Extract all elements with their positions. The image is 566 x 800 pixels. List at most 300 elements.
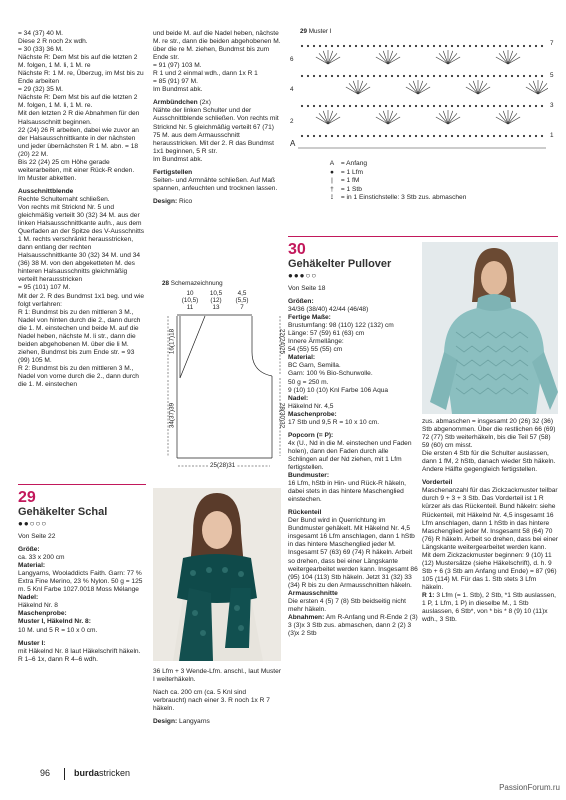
chart-chain-symbol bbox=[457, 135, 459, 137]
text-line: Langyarns, Wooladdicts Faith. Garn: 77 % Extra Fine Merino, 23 % Nylon. 50 g = 125 m. 5 Knl Farbe 1027.0018 Moss Mélange bbox=[18, 570, 143, 594]
chart-chain-symbol bbox=[427, 45, 429, 47]
text-line: = 95 (101) 107 M. bbox=[18, 284, 71, 292]
chart-chain-symbol bbox=[337, 135, 339, 137]
chart-chain-symbol bbox=[529, 105, 531, 107]
chart-chain-symbol bbox=[337, 45, 339, 47]
row-label: 2 bbox=[290, 118, 294, 125]
legend-text: = 1 Stb bbox=[340, 185, 362, 193]
chart-chain-symbol bbox=[361, 135, 363, 137]
chart-chain-symbol bbox=[505, 135, 507, 137]
chart-chain-symbol bbox=[499, 105, 501, 107]
chart-chain-symbol bbox=[313, 45, 315, 47]
text-line: Maschenanzahl für das Zickzackmuster teilbar durch 9 + 3 + 3 Stb. Das Vorderteil ist 1 R kürzer als das Rückenteil. Bund häkeln: siehe Rückenteil, mit Häkelnd Nr. 4,5 insgesamt 16 Lfm anschlagen, dann 1 hStb in das hintere Maschenglied jeder M. Insgesamt 58 (64) 70 (76) R häkeln. Arbeit so drehen, dass bei einer Längskante weitergearbeitet werden kann. bbox=[422, 487, 558, 551]
schema-title: Schemazeichnung bbox=[170, 280, 223, 287]
chart-chain-symbol bbox=[331, 105, 333, 107]
schema-top1: 10 (10,5) 11 bbox=[181, 290, 199, 311]
row-label: 1 bbox=[550, 132, 554, 139]
chart-chain-symbol bbox=[367, 135, 369, 137]
chart-chain-symbol bbox=[349, 75, 351, 77]
text-line: Die ersten 4 Stb für die Schulter auslassen, dann 1 fM, 2 hStb, danach wieder Stb häkeln. Andere Hälfte gegengleich fertigstellen. bbox=[422, 450, 556, 474]
label-material: Material: bbox=[18, 562, 46, 570]
chart-chain-symbol bbox=[511, 45, 513, 47]
chart-chain-symbol bbox=[415, 135, 417, 137]
text-line: Nächste R: Dem Mst bis auf die letzten 2 M. folgen, 1 M. li, 1 M. re bbox=[18, 54, 138, 70]
text-line: Muster I, Häkelnd Nr. 8: bbox=[18, 618, 91, 626]
chart-chain-symbol bbox=[505, 105, 507, 107]
chart-chain-symbol bbox=[397, 75, 399, 77]
chart-chain-symbol bbox=[343, 135, 345, 137]
chart-chain-symbol bbox=[349, 135, 351, 137]
chart-title: Muster I bbox=[308, 28, 332, 35]
chart-chain-symbol bbox=[541, 135, 543, 137]
legend-text: = 1 Lfm bbox=[340, 168, 364, 176]
chart-chain-symbol bbox=[451, 105, 453, 107]
chart-chain-symbol bbox=[433, 75, 435, 77]
scarf-photo-illustration bbox=[153, 488, 281, 661]
chart-fan-symbol bbox=[466, 80, 490, 94]
chart-chain-symbol bbox=[307, 135, 309, 137]
chart-chain-symbol bbox=[307, 45, 309, 47]
label-groessen: Größen: bbox=[288, 298, 314, 306]
chart-chain-symbol bbox=[457, 45, 459, 47]
chart-chain-symbol bbox=[343, 45, 345, 47]
chart-chain-symbol bbox=[391, 75, 393, 77]
text-inline: 3 Lfm (= 1. Stb), 2 Stb, *1 Stb auslassen, 1 P, 1 Lfm, 1 P) in dieselbe M., 1 Stb auslassen, 6 Stb*, von * bis * 8 (9) 10 (11)x wdh., 3 Stb. bbox=[422, 591, 556, 624]
chart-chain-symbol bbox=[337, 75, 339, 77]
design-label: Design: bbox=[153, 197, 178, 205]
chart-chain-symbol bbox=[415, 45, 417, 47]
row-label: 5 bbox=[550, 72, 554, 79]
chart-chain-symbol bbox=[493, 45, 495, 47]
section-heading-vorderteil: Vorderteil bbox=[422, 479, 453, 487]
text-line: Im Muster abketten. bbox=[18, 174, 77, 182]
chart-chain-symbol bbox=[469, 75, 471, 77]
chart-chain-symbol bbox=[511, 75, 513, 77]
chart-chain-symbol bbox=[403, 75, 405, 77]
text-line: R 1: Bundmst bis zu den mittleren 3 M., Nadel von hinten durch die 2., dann durch die 1. M. einstechen und beide M. auf die Nadel heben, nächste M. li str., dann die beiden abgehobenen M. über die li M. ziehen, Bundmst bis zum Ende str. = 93 (99) 105 M. bbox=[18, 308, 141, 364]
design-value: Rico bbox=[179, 197, 193, 205]
chart-chain-symbol bbox=[475, 45, 477, 47]
chart-chain-symbol bbox=[325, 75, 327, 77]
chart-chain-symbol bbox=[541, 105, 543, 107]
chart-chain-symbol bbox=[397, 135, 399, 137]
pattern-source: Von Seite 22 bbox=[18, 533, 56, 540]
chart-chain-symbol bbox=[379, 135, 381, 137]
chart-chain-symbol bbox=[469, 45, 471, 47]
chart-chain-symbol bbox=[535, 135, 537, 137]
chart-chain-symbol bbox=[523, 75, 525, 77]
chart-fan-symbol bbox=[376, 50, 400, 64]
chart-chain-symbol bbox=[487, 135, 489, 137]
chart-chain-symbol bbox=[325, 45, 327, 47]
legend-symbol: † bbox=[330, 185, 334, 193]
section-heading-armbuendchen: Armbündchen bbox=[153, 99, 198, 107]
chart-chain-symbol bbox=[469, 135, 471, 137]
column-2-bottom bbox=[153, 668, 281, 726]
chart-chain-symbol bbox=[535, 105, 537, 107]
text-line: 10 M. und 5 R = 10 x 0 cm. bbox=[18, 626, 98, 634]
text-line: 34/36 (38/40) 42/44 (46/48) bbox=[288, 306, 369, 314]
text-line: 22 (24) 26 R arbeiten, dabei wie zuvor an der Halsausschnittkante in der nächsten und jeder übernächsten R 1 M. abn. = 18 (20) 22 M. bbox=[18, 126, 139, 158]
photo-pullover bbox=[422, 242, 558, 414]
chart-chain-symbol bbox=[523, 45, 525, 47]
chart-chain-symbol bbox=[361, 75, 363, 77]
chart-chain-symbol bbox=[325, 135, 327, 137]
text-line: R 2: Bundmst bis zu den mittleren 3 M., Nadel von vorne durch die 2., dann durch die 1. M. einstechen bbox=[18, 364, 139, 389]
chart-chain-symbol bbox=[535, 45, 537, 47]
row-label: 6 bbox=[290, 56, 294, 63]
legend-text: = in 1 Einstichstelle: 3 Stb zus. abmaschen bbox=[340, 194, 467, 202]
chart-fan-symbol bbox=[526, 80, 548, 94]
column-1 bbox=[18, 30, 146, 389]
chart-chain-symbol bbox=[457, 75, 459, 77]
schema-right1: 22(24)25 bbox=[278, 328, 286, 355]
row-label: 3 bbox=[550, 102, 554, 109]
legend-symbol: A bbox=[329, 160, 335, 167]
text-line: Nächste R: 1 M. re, Überzug, im Mst bis zu Ende arbeiten bbox=[18, 70, 144, 86]
column-4 bbox=[422, 418, 558, 624]
chart-chain-symbol bbox=[385, 135, 387, 137]
chart-chain-symbol bbox=[301, 135, 303, 137]
chart-chain-symbol bbox=[373, 45, 375, 47]
chart-chain-symbol bbox=[331, 75, 333, 77]
pattern-title: Gehäkelter Schal bbox=[18, 506, 108, 518]
chart-chain-symbol bbox=[391, 45, 393, 47]
chart-chain-symbol bbox=[373, 105, 375, 107]
section-heading-fertigstellen: Fertigstellen bbox=[153, 168, 193, 176]
chart-chain-symbol bbox=[439, 105, 441, 107]
row-label: 4 bbox=[290, 86, 294, 93]
difficulty-rating: ●●○○○ bbox=[18, 519, 48, 528]
text-line: 36 Lfm + 3 Wende-Lfm. anschl., laut Muster I weiterhäkeln. bbox=[153, 668, 281, 684]
schematic bbox=[160, 280, 285, 475]
schema-outline bbox=[160, 280, 285, 475]
chart-fan-symbol bbox=[406, 80, 430, 94]
text-line: Nächste R: Dem Mst bis auf die letzten 2 M. folgen, 1 M. li, 1 M. re. bbox=[18, 94, 138, 110]
text-line: Im Bundmst abk. bbox=[153, 86, 203, 94]
text-line: 4x (U., Nd in die M. einstechen und Faden holen), dann den Faden durch alle Schlingen auf der Nd ziehen, mit 1 Lfm fertigstellen. bbox=[288, 439, 412, 471]
chart-chain-symbol bbox=[517, 75, 519, 77]
text-line: Die ersten 4 (5) 7 (8) Stb beidseitig nicht mehr häkeln. bbox=[288, 597, 407, 613]
schema-right2: 28(30)32 bbox=[278, 402, 286, 429]
chart-chain-symbol bbox=[325, 105, 327, 107]
text-line: R 1 und 2 einmal wdh., dann 1x R 1 bbox=[153, 70, 258, 78]
pattern-number: 30 bbox=[288, 241, 306, 258]
chart-chain-symbol bbox=[475, 105, 477, 107]
text-line: und beide M. auf die Nadel heben, nächste M. re str., dann die beiden abgehobenen M. über die re M. ziehen, Bundmst bis zum Ende str. bbox=[153, 30, 281, 62]
text-line: Bis 22 (24) 25 cm Höhe gerade weiterarbeiten, mit einer Rück-R enden. bbox=[18, 158, 135, 174]
chart-chain-symbol bbox=[523, 105, 525, 107]
chart-chain-symbol bbox=[523, 135, 525, 137]
chart-symbols bbox=[298, 36, 548, 156]
text-line: 16 Lfm, hStb in Hin- und Rück-R häkeln, dabei stets in das hintere Maschenglied einstechen. bbox=[288, 480, 407, 504]
text-line: Häkelnd Nr. 4,5 bbox=[288, 402, 334, 410]
chart-chain-symbol bbox=[511, 135, 513, 137]
chart-chain-symbol bbox=[355, 135, 357, 137]
divider-30 bbox=[288, 236, 558, 237]
chart-chain-symbol bbox=[409, 45, 411, 47]
chart-chain-symbol bbox=[493, 105, 495, 107]
chart-chain-symbol bbox=[313, 135, 315, 137]
chart-fan-symbol bbox=[316, 50, 340, 64]
text-line: Der Bund wird in Querrichtung im Bundmuster gehäkelt. Mit Häkelnd Nr. 4,5 insgesamt 16 Lfm anschlagen, dann 1 hStb in das hintere Maschenglied jeder M. Insgesamt 57 (63) 69 (74) R häkeln. Arbeit so drehen, dass bei einer Längskante weitergearbeitet werden kann. Insgesamt 86 (95) 104 (113) Stb häkeln. Jetzt 31 (32) 33 (34) R bis zu den Armausschnitten häkeln. bbox=[288, 517, 418, 589]
chart-chain-symbol bbox=[331, 135, 333, 137]
text-line: 17 Stb und 9,5 R = 10 x 10 cm. bbox=[288, 418, 380, 426]
chart-chain-symbol bbox=[373, 75, 375, 77]
chart-chain-symbol bbox=[511, 105, 513, 107]
chart-chain-symbol bbox=[403, 105, 405, 107]
chart-chain-symbol bbox=[481, 135, 483, 137]
chart-chain-symbol bbox=[463, 75, 465, 77]
chart-chain-symbol bbox=[349, 105, 351, 107]
chart-number: 29 bbox=[300, 28, 308, 35]
text-line: 54 (55) 55 (55) cm bbox=[288, 346, 343, 354]
chart-chain-symbol bbox=[433, 45, 435, 47]
pattern-29-info bbox=[18, 490, 146, 664]
crochet-chart bbox=[288, 28, 558, 178]
page-number: 96 bbox=[40, 768, 51, 778]
chart-chain-symbol bbox=[355, 105, 357, 107]
row-label: 7 bbox=[550, 40, 554, 47]
chart-chain-symbol bbox=[319, 105, 321, 107]
chart-chain-symbol bbox=[379, 105, 381, 107]
section-heading-rueckenteil: Rückenteil bbox=[288, 509, 322, 517]
chart-chain-symbol bbox=[421, 45, 423, 47]
chart-chain-symbol bbox=[487, 75, 489, 77]
chart-chain-symbol bbox=[337, 105, 339, 107]
chart-chain-symbol bbox=[529, 45, 531, 47]
chart-chain-symbol bbox=[421, 135, 423, 137]
pattern-source: Von Seite 18 bbox=[288, 285, 326, 292]
label-material: Material: bbox=[288, 354, 316, 362]
label-popcorn: Popcorn (= P): bbox=[288, 431, 334, 439]
legend-symbol: ⟟ bbox=[330, 194, 334, 202]
chart-chain-symbol bbox=[409, 135, 411, 137]
text-line: Nähte der linken Schulter und der Ausschnittblende schließen. Von rechts mit Stricknd Nr. 5 gleichmäßig verteilt 67 (71) 75 M. aus dem Armausschnitt herausstricken. Mit der 2. R das Bundmst 1x1 beginnen, 5 R str. bbox=[153, 107, 279, 155]
chart-chain-symbol bbox=[397, 105, 399, 107]
chart-chain-symbol bbox=[361, 105, 363, 107]
chart-chain-symbol bbox=[403, 135, 405, 137]
label-abnahmen: Abnahmen: bbox=[288, 613, 325, 621]
chart-chain-symbol bbox=[319, 75, 321, 77]
legend-symbol: ● bbox=[330, 168, 334, 176]
label-nadel: Nadel: bbox=[288, 394, 309, 402]
text-line: = 91 (97) 103 M. bbox=[153, 62, 202, 70]
chart-chain-symbol bbox=[499, 75, 501, 77]
chart-chain-symbol bbox=[313, 105, 315, 107]
chart-chain-symbol bbox=[427, 135, 429, 137]
chart-chain-symbol bbox=[439, 75, 441, 77]
section-heading-ausschnitt: Ausschnittblende bbox=[18, 187, 74, 195]
chart-chain-symbol bbox=[493, 135, 495, 137]
pattern-30-info bbox=[288, 242, 418, 638]
chart-chain-symbol bbox=[451, 75, 453, 77]
chart-chain-symbol bbox=[391, 135, 393, 137]
chart-chain-symbol bbox=[379, 45, 381, 47]
chart-chain-symbol bbox=[313, 75, 315, 77]
text-line: Diese 2 R noch 2x wdh. bbox=[18, 38, 88, 46]
chart-chain-symbol bbox=[451, 135, 453, 137]
chart-chain-symbol bbox=[541, 45, 543, 47]
chart-chain-symbol bbox=[343, 75, 345, 77]
chart-chain-symbol bbox=[505, 45, 507, 47]
footer-brand: burdastricken bbox=[74, 768, 131, 778]
chart-chain-symbol bbox=[439, 45, 441, 47]
chart-fan-symbol bbox=[316, 110, 340, 124]
difficulty-rating: ●●●○○ bbox=[288, 271, 318, 280]
chart-chain-symbol bbox=[301, 75, 303, 77]
chart-chain-symbol bbox=[505, 75, 507, 77]
label-groesse: Größe: bbox=[18, 546, 40, 554]
schema-number: 28 bbox=[162, 280, 170, 287]
chart-chain-symbol bbox=[463, 105, 465, 107]
chart-chain-symbol bbox=[379, 75, 381, 77]
chart-chain-symbol bbox=[433, 105, 435, 107]
text-line: = 34 (37) 40 M. bbox=[18, 30, 63, 37]
chart-chain-symbol bbox=[421, 75, 423, 77]
chart-chain-symbol bbox=[409, 105, 411, 107]
chart-start-label: A bbox=[290, 139, 296, 148]
text-inline: (2x) bbox=[199, 99, 211, 107]
label-masse: Fertige Maße: bbox=[288, 314, 331, 322]
design-value: Langyarns bbox=[179, 718, 210, 726]
chart-chain-symbol bbox=[499, 135, 501, 137]
divider-29 bbox=[18, 484, 146, 485]
chart-chain-symbol bbox=[475, 135, 477, 137]
text-inline: Am R-Anfang und R-Ende 2 (3) 3 (3)x 3 Stb zus. abmaschen, dann 2 (2) 3 (3)x 2 Stb bbox=[288, 613, 418, 637]
chart-fan-symbol bbox=[436, 110, 460, 124]
chart-chain-symbol bbox=[481, 75, 483, 77]
chart-fan-symbol bbox=[496, 50, 520, 64]
chart-chain-symbol bbox=[427, 75, 429, 77]
chart-chain-symbol bbox=[535, 75, 537, 77]
pullover-photo-illustration bbox=[422, 242, 558, 414]
legend-text: = Anfang bbox=[340, 160, 368, 167]
schema-left1: 16(17)18 bbox=[168, 328, 176, 355]
text-line: = 30 (33) 36 M. bbox=[18, 46, 63, 54]
chart-chain-symbol bbox=[391, 105, 393, 107]
text-line: Mit der 2. R des Bundmst 1x1 beg. und wie folgt verfahren: bbox=[18, 292, 145, 308]
text-line: Brustumfang: 98 (110) 122 (132) cm bbox=[288, 322, 394, 330]
text-line: Mit den letzten 2 R die Abnahmen für den Halsausschnitt beginnen. bbox=[18, 110, 140, 126]
pattern-number: 29 bbox=[18, 489, 36, 506]
chart-fan-symbol bbox=[496, 110, 520, 124]
chart-chain-symbol bbox=[409, 75, 411, 77]
chart-chain-symbol bbox=[517, 45, 519, 47]
text-line: Im Bundmst abk. bbox=[153, 155, 203, 163]
chart-chain-symbol bbox=[463, 45, 465, 47]
chart-chain-symbol bbox=[457, 105, 459, 107]
chart-chain-symbol bbox=[469, 105, 471, 107]
photo-scarf bbox=[153, 488, 281, 661]
chart-chain-symbol bbox=[463, 135, 465, 137]
chart-chain-symbol bbox=[427, 105, 429, 107]
text-line: zus. abmaschen = insgesamt 20 (26) 32 (36) Stb abgenommen. Über die restlichen 66 (69) 72 (77) Stb weiterhäkeln, bis die Teil 57 (58) 59 (60) cm misst. bbox=[422, 418, 556, 450]
chart-chain-symbol bbox=[367, 105, 369, 107]
chart-chain-symbol bbox=[517, 135, 519, 137]
chart-chain-symbol bbox=[367, 75, 369, 77]
chart-chain-symbol bbox=[373, 135, 375, 137]
chart-chain-symbol bbox=[487, 45, 489, 47]
text-line: BC Garn, Semilla. bbox=[288, 362, 341, 370]
chart-chain-symbol bbox=[445, 105, 447, 107]
chart-chain-symbol bbox=[445, 75, 447, 77]
text-line: Länge: 57 (59) 61 (63) cm bbox=[288, 330, 365, 338]
chart-chain-symbol bbox=[415, 105, 417, 107]
text-line: 50 g = 250 m. bbox=[288, 378, 329, 386]
text-line: Nach ca. 200 cm (ca. 5 Knl sind verbraucht) nach einer 3. R noch 1x R 7 häkeln. bbox=[153, 689, 270, 713]
chart-chain-symbol bbox=[481, 45, 483, 47]
text-line: = 29 (32) 35 M. bbox=[18, 86, 63, 94]
text-line: Häkelnd Nr. 8 bbox=[18, 602, 58, 610]
chart-chain-symbol bbox=[343, 105, 345, 107]
chart-chain-symbol bbox=[355, 75, 357, 77]
chart-chain-symbol bbox=[499, 45, 501, 47]
chart-chain-symbol bbox=[439, 135, 441, 137]
chart-chain-symbol bbox=[529, 75, 531, 77]
chart-chain-symbol bbox=[385, 75, 387, 77]
chart-chain-symbol bbox=[481, 105, 483, 107]
chart-chain-symbol bbox=[307, 105, 309, 107]
chart-chain-symbol bbox=[385, 45, 387, 47]
chart-chain-symbol bbox=[445, 45, 447, 47]
section-heading-armausschnitte: Armausschnitte bbox=[288, 589, 338, 597]
legend-text: = 1 fM bbox=[340, 177, 360, 185]
text-line: 9 (10) 10 (10) Knl Farbe 106 Aqua bbox=[288, 386, 389, 394]
pattern-title: Gehäkelter Pullover bbox=[288, 258, 392, 270]
chart-chain-symbol bbox=[301, 105, 303, 107]
chart-chain-symbol bbox=[319, 135, 321, 137]
chart-chain-symbol bbox=[475, 75, 477, 77]
label-maschenprobe: Maschenprobe: bbox=[288, 410, 337, 418]
chart-chain-symbol bbox=[349, 45, 351, 47]
text-line: Seiten- und Armnähte schließen. Auf Maß spannen, anfeuchten und trocknen lassen. bbox=[153, 176, 278, 192]
chart-chain-symbol bbox=[301, 45, 303, 47]
chart-chain-symbol bbox=[355, 45, 357, 47]
chart-chain-symbol bbox=[493, 75, 495, 77]
chart-chain-symbol bbox=[331, 45, 333, 47]
chart-chain-symbol bbox=[451, 45, 453, 47]
text-line: ca. 33 x 200 cm bbox=[18, 554, 65, 562]
chart-chain-symbol bbox=[397, 45, 399, 47]
label-r1: R 1: bbox=[422, 591, 435, 599]
label-bundmuster: Bundmuster: bbox=[288, 472, 330, 480]
text-line: Rechte Schulternaht schließen. bbox=[18, 195, 110, 203]
chart-chain-symbol bbox=[445, 135, 447, 137]
column-2 bbox=[153, 30, 281, 206]
chart-chain-symbol bbox=[307, 75, 309, 77]
footer-divider bbox=[64, 768, 65, 780]
label-maschenprobe: Maschenprobe: bbox=[18, 610, 67, 618]
text-line: Garn: 100 % Bio-Schurwolle. bbox=[288, 370, 373, 378]
chart-fan-symbol bbox=[436, 50, 460, 64]
chart-chain-symbol bbox=[487, 105, 489, 107]
chart-chain-symbol bbox=[433, 135, 435, 137]
text-line: Innere Ärmellänge: bbox=[288, 338, 344, 346]
design-label: Design: bbox=[153, 718, 178, 726]
chart-chain-symbol bbox=[403, 45, 405, 47]
chart-fan-symbol bbox=[376, 110, 400, 124]
schema-top2: 10,5 (12) 13 bbox=[209, 290, 223, 311]
chart-chain-symbol bbox=[319, 45, 321, 47]
chart-fan-symbol bbox=[346, 80, 370, 94]
chart-chain-symbol bbox=[367, 45, 369, 47]
legend-symbol: | bbox=[331, 177, 333, 185]
chart-chain-symbol bbox=[529, 135, 531, 137]
chart-chain-symbol bbox=[421, 105, 423, 107]
schema-bottom: 25(28)31 bbox=[210, 462, 236, 469]
watermark: PassionForum.ru bbox=[499, 783, 560, 792]
